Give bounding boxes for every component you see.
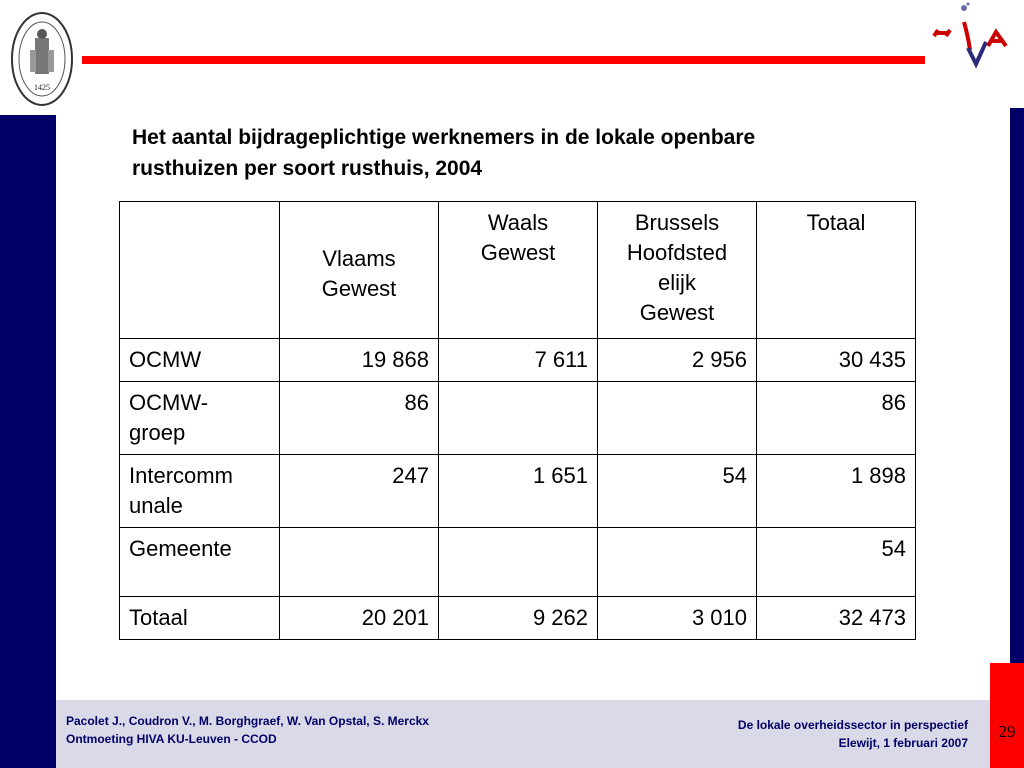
slide-title — [132, 122, 992, 184]
footer-presentation-info — [738, 716, 968, 752]
university-seal-logo — [10, 10, 74, 108]
cell-brussels — [598, 382, 757, 455]
cell-waals: 9 262 — [439, 597, 598, 640]
row-label: Totaal — [120, 597, 280, 640]
footer-authors — [66, 712, 429, 748]
table-row — [120, 455, 916, 528]
nursing-home-employees-table — [119, 201, 916, 640]
cell-brussels: 3 010 — [598, 597, 757, 640]
page-number-box — [990, 663, 1024, 768]
cell-waals — [439, 382, 598, 455]
table-row — [120, 382, 916, 455]
cell-waals — [439, 528, 598, 597]
header-cell-brussels: Brussels Hoofdsted elijk Gewest — [598, 202, 757, 339]
cell-waals: 7 611 — [439, 339, 598, 382]
cell-brussels — [598, 528, 757, 597]
cell-brussels: 2 956 — [598, 339, 757, 382]
title-line-2: rusthuizen per soort rusthuis, 2004 — [132, 157, 483, 180]
cell-totaal: 86 — [757, 382, 916, 455]
row-label: OCMW- groep — [120, 382, 280, 455]
cell-totaal: 54 — [757, 528, 916, 597]
page-number: 29 — [998, 722, 1016, 741]
footer-event-line: Ontmoeting HIVA KU-Leuven - CCOD — [66, 732, 277, 746]
row-label: Intercomm unale — [120, 455, 280, 528]
table-row-total — [120, 597, 916, 640]
cell-totaal: 1 898 — [757, 455, 916, 528]
left-sidebar-bar — [0, 115, 56, 768]
right-sidebar-bar — [1010, 108, 1024, 663]
cell-waals: 1 651 — [439, 455, 598, 528]
row-label: Gemeente — [120, 528, 280, 597]
table-row — [120, 528, 916, 597]
cell-totaal: 32 473 — [757, 597, 916, 640]
header-cell-totaal: Totaal — [757, 202, 916, 339]
row-label: OCMW — [120, 339, 280, 382]
cell-vlaams: 86 — [280, 382, 439, 455]
cell-vlaams — [280, 528, 439, 597]
cell-totaal: 30 435 — [757, 339, 916, 382]
cell-brussels: 54 — [598, 455, 757, 528]
cell-vlaams: 19 868 — [280, 339, 439, 382]
footer-date-location: Elewijt, 1 februari 2007 — [838, 736, 968, 750]
footer-presentation-title: De lokale overheidssector in perspectief — [737, 718, 968, 732]
cell-vlaams: 247 — [280, 455, 439, 528]
header-cell-vlaams: Vlaams Gewest — [280, 202, 439, 339]
table-row — [120, 339, 916, 382]
footer-authors-line: Pacolet J., Coudron V., M. Borghgraef, W. Van Opstal, S. Merckx — [66, 714, 429, 728]
header-cell-waals: Waals Gewest — [439, 202, 598, 339]
seal-year-text: 1425 — [34, 83, 50, 92]
header-cell-empty — [120, 202, 280, 339]
header-red-rule — [82, 56, 925, 64]
cell-vlaams: 20 201 — [280, 597, 439, 640]
table-header-row — [120, 202, 916, 339]
title-line-1: Het aantal bijdrageplichtige werknemers in de lokale openbare — [132, 126, 756, 149]
hiva-logo — [924, 2, 1019, 72]
